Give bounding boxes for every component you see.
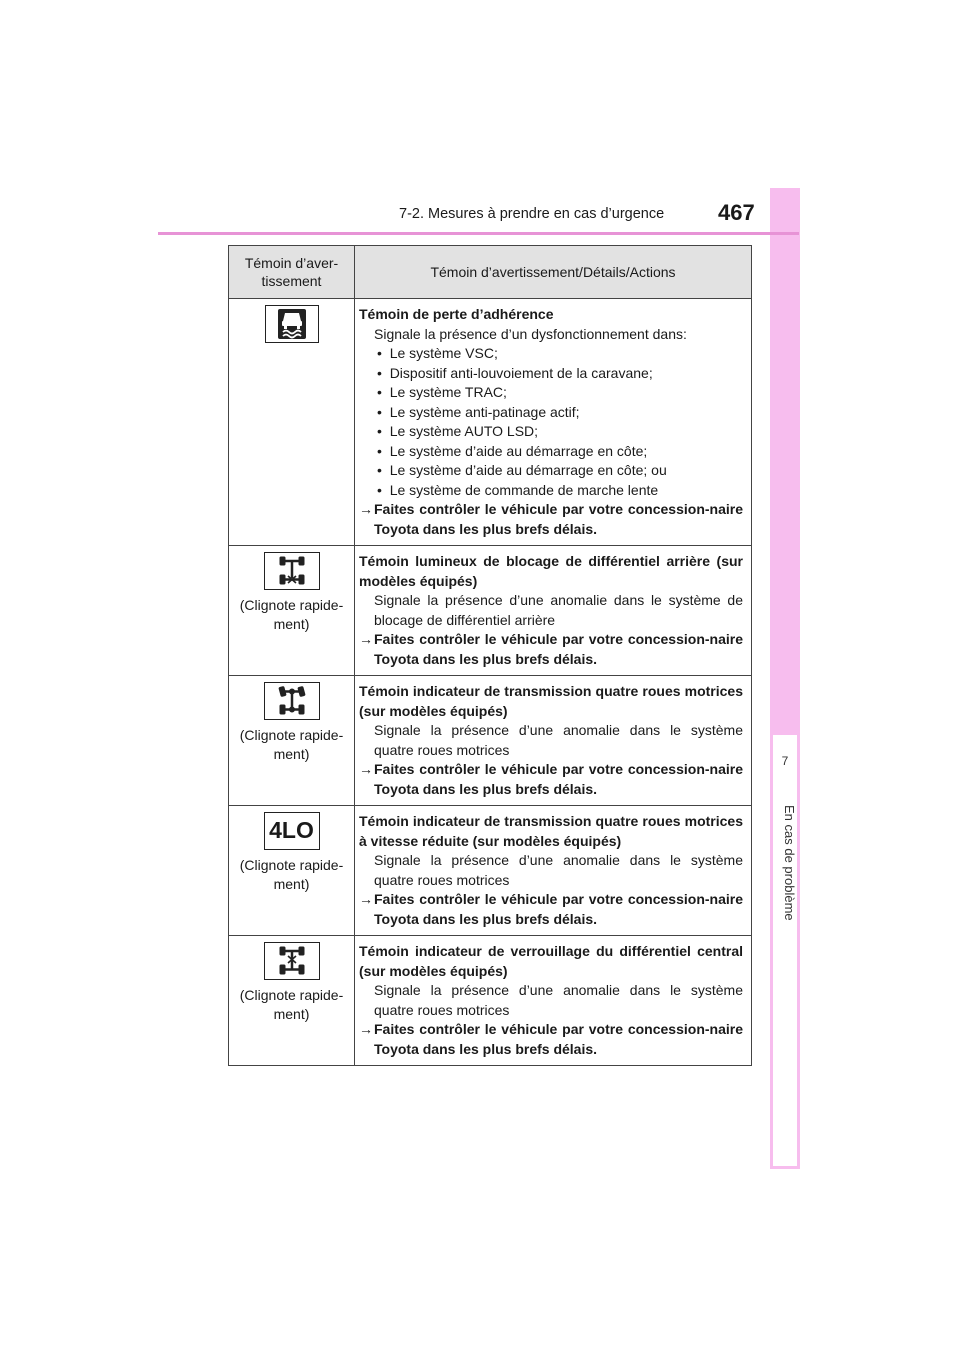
4lo-label: 4LO [269,817,314,844]
row-action: →Faites contrôler le véhicule par votre concession-naire Toyota dans les plus brefs délais. [359,891,743,927]
blink-note: (Clignote rapide-ment) [239,727,344,762]
header-cell-details: Témoin d’avertissement/Détails/Actions [355,246,752,299]
slip-indicator-icon [265,305,319,343]
list-item: • Le système TRAC; [377,384,507,400]
section-title: 7-2. Mesures à prendre en cas d’urgence [399,206,665,222]
list-item: • Le système de commande de marche lente [377,481,659,498]
warning-lights-table [228,245,752,1066]
indicator-cell [229,546,355,676]
header-cell-indicator: Témoin d’aver- tissement [229,246,355,299]
header-rule [158,232,799,235]
table-header-row [229,246,752,299]
row-action: →Faites contrôler le véhicule par votre concession-naire Toyota dans les plus brefs délais. [359,1021,743,1057]
row-description: Signale la présence d’une anomalie dans le système de blocage de différentiel arrière [374,592,743,628]
blink-note: (Clignote rapide-ment) [239,987,344,1022]
row-description: Signale la présence d’une anomalie dans le système quatre roues motrices [374,852,743,888]
list-item: • Le système VSC; [377,345,498,361]
indicator-cell [229,299,355,546]
table-row [229,546,752,676]
table-row [229,806,752,936]
4lo-indicator-icon [264,812,320,850]
blink-note: (Clignote rapide-ment) [239,857,344,892]
row-action: →Faites contrôler le véhicule par votre concession-naire Toyota dans les plus brefs délais. [359,501,743,537]
details-cell [355,936,752,1066]
indicator-cell [229,676,355,806]
chapter-number: 7 [781,754,789,768]
list-item: • Le système d’aide au démarrage en côte; [377,442,648,459]
row-title: Témoin lumineux de blocage de différentiel arrière (sur modèles équipés) [359,553,743,589]
rear-diff-lock-icon [264,552,320,590]
list-item: • Le système d’aide au démarrage en côte; ou [377,462,667,478]
center-diff-lock-icon [264,942,320,980]
indicator-cell [229,806,355,936]
row-description: Signale la présence d’une anomalie dans le système quatre roues motrices [374,982,743,1018]
chapter-label: En cas de problème [782,805,797,921]
table-row [229,936,752,1066]
row-description: Signale la présence d’une anomalie dans le système quatre roues motrices [374,722,743,758]
row-title: Témoin indicateur de verrouillage du différentiel central (sur modèles équipés) [359,943,743,979]
4wd-indicator-icon [264,682,320,720]
chapter-side-tab-box [770,735,800,1169]
table-row [229,676,752,806]
row-description: Signale la présence d’un dysfonctionnement dans: [374,325,687,342]
indicator-cell [229,936,355,1066]
row-action: →Faites contrôler le véhicule par votre concession-naire Toyota dans les plus brefs délais. [359,631,743,667]
row-title: Témoin indicateur de transmission quatre roues motrices à vitesse réduite (sur modèles équipés) [359,813,743,849]
list-item: • Dispositif anti-louvoiement de la caravane; [377,364,653,381]
details-cell [355,806,752,936]
row-title: Témoin indicateur de transmission quatre roues motrices (sur modèles équipés) [359,683,743,719]
details-cell [355,546,752,676]
row-action: →Faites contrôler le véhicule par votre concession-naire Toyota dans les plus brefs délais. [359,761,743,797]
list-item: • Le système AUTO LSD; [377,423,539,439]
details-cell [355,676,752,806]
details-cell [355,299,752,546]
list-item: • Le système anti-patinage actif; [377,403,580,420]
table-row [229,299,752,546]
blink-note: (Clignote rapide-ment) [239,597,344,632]
page-number: 467 [718,200,755,225]
row-title: Témoin de perte d’adhérence [359,306,554,322]
